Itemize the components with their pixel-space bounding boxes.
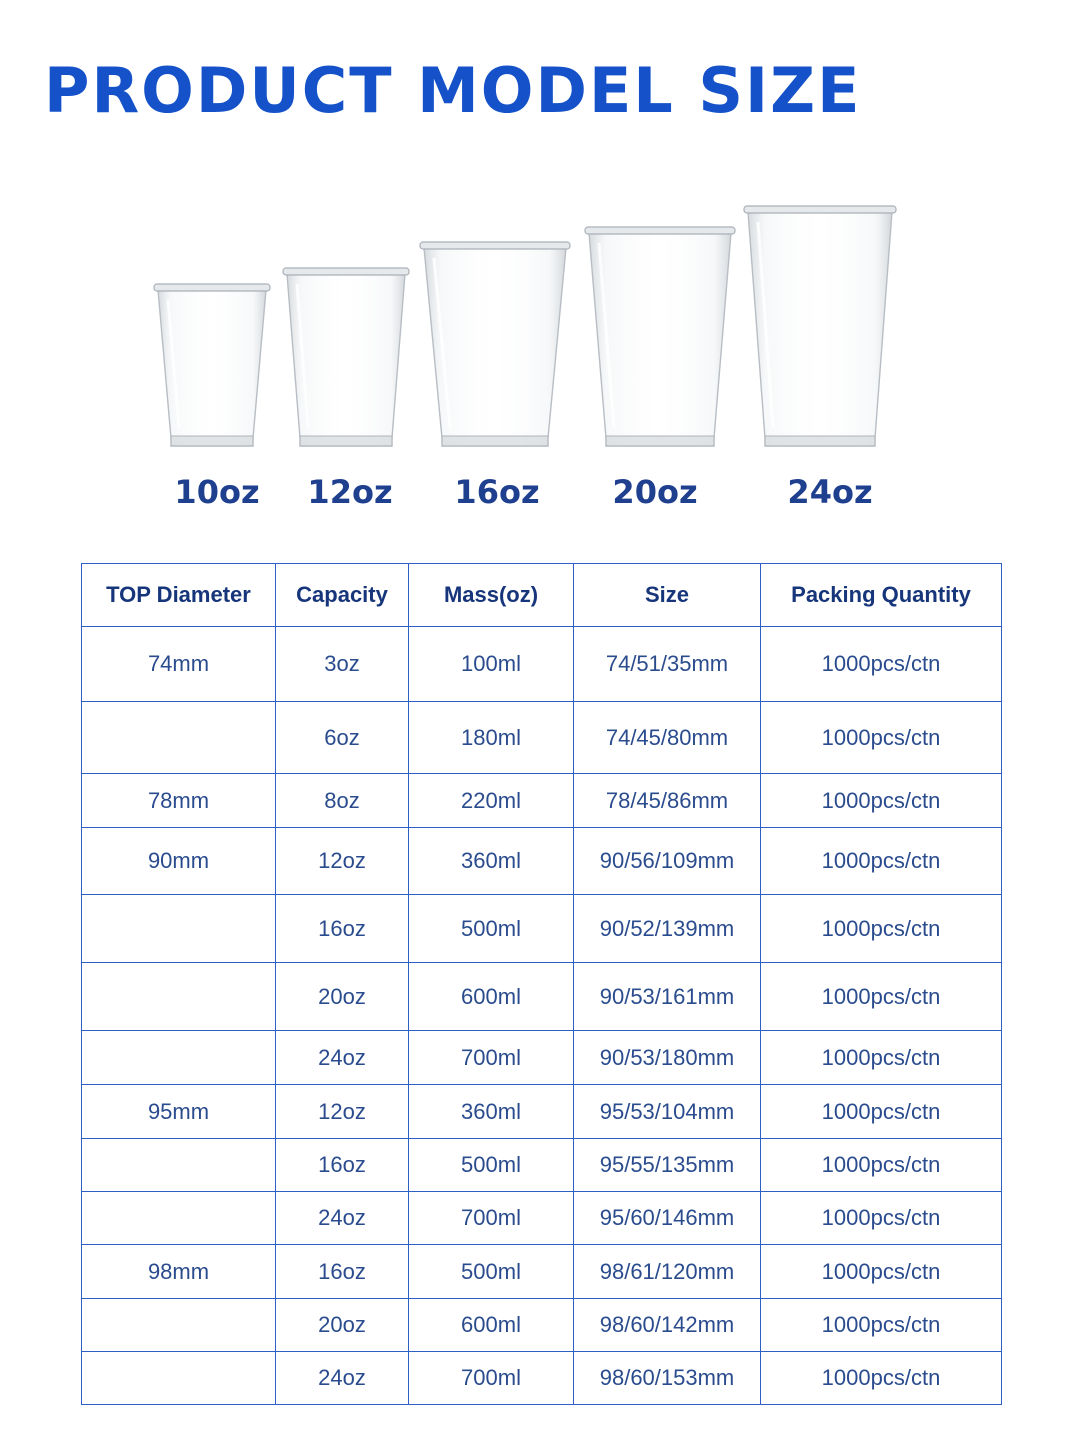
cell-top-diameter: 90mm <box>82 828 276 895</box>
cup-label-20oz: 20oz <box>612 473 698 511</box>
cell-packing-quantity: 1000pcs/ctn <box>761 1299 1002 1352</box>
cell-top-diameter <box>82 1139 276 1192</box>
table-row <box>82 1299 1002 1352</box>
table-row <box>82 1031 1002 1085</box>
table-row <box>82 1352 1002 1405</box>
cell-mass: 500ml <box>409 1245 574 1299</box>
cell-capacity: 24oz <box>276 1192 409 1245</box>
cell-size: 98/61/120mm <box>574 1245 761 1299</box>
table-row <box>82 828 1002 895</box>
cell-size: 95/53/104mm <box>574 1085 761 1139</box>
cell-packing-quantity: 1000pcs/ctn <box>761 963 1002 1031</box>
cell-mass: 700ml <box>409 1352 574 1405</box>
cup-16oz <box>420 242 570 446</box>
cell-packing-quantity: 1000pcs/ctn <box>761 895 1002 963</box>
cell-mass: 500ml <box>409 895 574 963</box>
header-packing-quantity: Packing Quantity <box>761 564 1002 627</box>
cell-capacity: 16oz <box>276 1245 409 1299</box>
table-body <box>82 627 1002 1405</box>
cell-packing-quantity: 1000pcs/ctn <box>761 627 1002 702</box>
cell-top-diameter: 78mm <box>82 774 276 828</box>
header-size: Size <box>574 564 761 627</box>
table-row <box>82 1085 1002 1139</box>
table-row <box>82 702 1002 774</box>
cell-capacity: 12oz <box>276 1085 409 1139</box>
cell-capacity: 24oz <box>276 1352 409 1405</box>
cell-size: 90/56/109mm <box>574 828 761 895</box>
cell-top-diameter <box>82 702 276 774</box>
header-top-diameter: TOP Diameter <box>82 564 276 627</box>
cup-label-16oz: 16oz <box>454 473 540 511</box>
cup-10oz <box>154 284 270 446</box>
cell-size: 95/55/135mm <box>574 1139 761 1192</box>
cell-packing-quantity: 1000pcs/ctn <box>761 1139 1002 1192</box>
header-mass: Mass(oz) <box>409 564 574 627</box>
table-row <box>82 1192 1002 1245</box>
cell-mass: 600ml <box>409 963 574 1031</box>
page-title: PRODUCT MODEL SIZE <box>44 54 862 127</box>
cell-size: 74/51/35mm <box>574 627 761 702</box>
cell-top-diameter: 95mm <box>82 1085 276 1139</box>
cell-packing-quantity: 1000pcs/ctn <box>761 1245 1002 1299</box>
cell-mass: 600ml <box>409 1299 574 1352</box>
cell-packing-quantity: 1000pcs/ctn <box>761 1192 1002 1245</box>
cup-24oz <box>744 206 896 446</box>
cell-capacity: 3oz <box>276 627 409 702</box>
cell-size: 90/53/161mm <box>574 963 761 1031</box>
table-row <box>82 627 1002 702</box>
cell-top-diameter <box>82 1192 276 1245</box>
cell-size: 90/53/180mm <box>574 1031 761 1085</box>
cell-top-diameter <box>82 895 276 963</box>
cell-packing-quantity: 1000pcs/ctn <box>761 1352 1002 1405</box>
cup-20oz <box>585 227 735 446</box>
cell-capacity: 24oz <box>276 1031 409 1085</box>
cell-mass: 180ml <box>409 702 574 774</box>
cell-mass: 500ml <box>409 1139 574 1192</box>
cell-mass: 700ml <box>409 1031 574 1085</box>
cup-illustration <box>0 190 1080 460</box>
table-row <box>82 1139 1002 1192</box>
cell-size: 78/45/86mm <box>574 774 761 828</box>
cell-mass: 360ml <box>409 828 574 895</box>
table-header <box>82 564 1002 627</box>
table-row <box>82 963 1002 1031</box>
cell-capacity: 16oz <box>276 895 409 963</box>
cell-top-diameter: 98mm <box>82 1245 276 1299</box>
cell-size: 98/60/153mm <box>574 1352 761 1405</box>
cell-top-diameter <box>82 1299 276 1352</box>
table-row <box>82 1245 1002 1299</box>
cell-mass: 700ml <box>409 1192 574 1245</box>
header-row <box>82 564 1002 627</box>
cup-label-12oz: 12oz <box>307 473 393 511</box>
cell-mass: 360ml <box>409 1085 574 1139</box>
cell-capacity: 20oz <box>276 963 409 1031</box>
cell-capacity: 12oz <box>276 828 409 895</box>
cell-top-diameter <box>82 963 276 1031</box>
cup-12oz <box>283 268 409 446</box>
cell-mass: 220ml <box>409 774 574 828</box>
cell-packing-quantity: 1000pcs/ctn <box>761 774 1002 828</box>
cell-packing-quantity: 1000pcs/ctn <box>761 702 1002 774</box>
cup-label-10oz: 10oz <box>174 473 260 511</box>
cell-top-diameter <box>82 1352 276 1405</box>
cell-size: 98/60/142mm <box>574 1299 761 1352</box>
cell-capacity: 8oz <box>276 774 409 828</box>
cell-packing-quantity: 1000pcs/ctn <box>761 828 1002 895</box>
cup-label-24oz: 24oz <box>787 473 873 511</box>
cell-packing-quantity: 1000pcs/ctn <box>761 1031 1002 1085</box>
cell-top-diameter: 74mm <box>82 627 276 702</box>
cell-size: 95/60/146mm <box>574 1192 761 1245</box>
cell-size: 90/52/139mm <box>574 895 761 963</box>
table-row <box>82 774 1002 828</box>
cell-capacity: 6oz <box>276 702 409 774</box>
cell-mass: 100ml <box>409 627 574 702</box>
cell-capacity: 20oz <box>276 1299 409 1352</box>
cell-size: 74/45/80mm <box>574 702 761 774</box>
table-row <box>82 895 1002 963</box>
header-capacity: Capacity <box>276 564 409 627</box>
cell-packing-quantity: 1000pcs/ctn <box>761 1085 1002 1139</box>
spec-table <box>81 563 1002 1405</box>
cell-top-diameter <box>82 1031 276 1085</box>
cell-capacity: 16oz <box>276 1139 409 1192</box>
